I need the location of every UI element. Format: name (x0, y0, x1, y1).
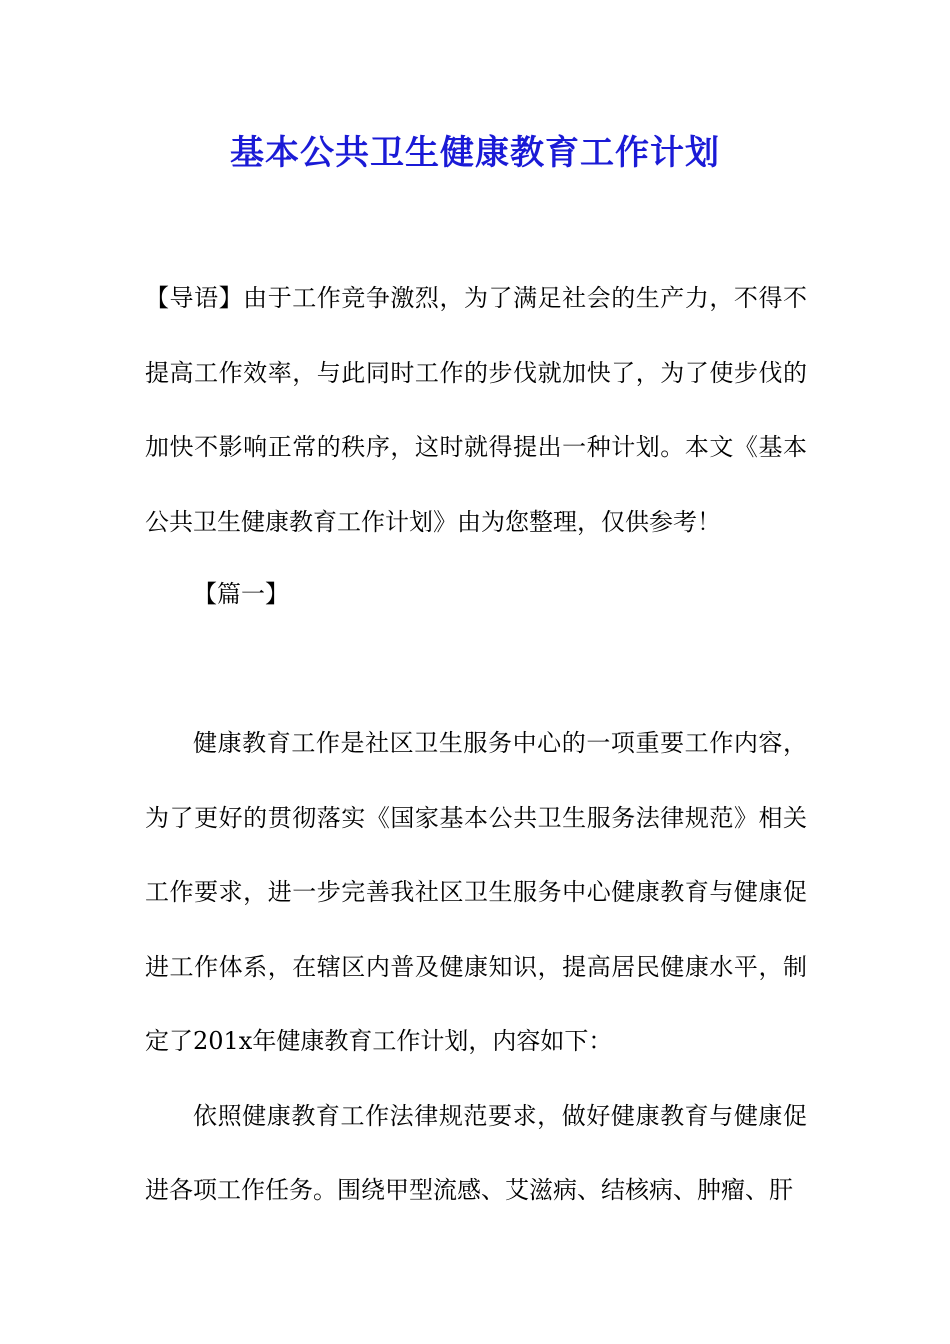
body-paragraph: 健康教育工作是社区卫生服务中心的一项重要工作内容，为了更好的贯彻落实《国家基本公共卫生服务法律规范》相关工作要求，进一步完善我社区卫生服务中心健康教育与健康促进工作体系，在辖区内普及健康知识，提高居民健康水平，制定了201x年健康教育工作计划，内容如下： (145, 729, 807, 1055)
section-heading-block (145, 557, 807, 632)
intro-text: 【导语】由于工作竞争激烈，为了满足社会的生产力，不得不提高工作效率，与此同时工作的步伐就加快了，为了使步伐的加快不影响正常的秩序，这时就得提出一种计划。本文《基本公共卫生健康教育工作计划》由为您整理，仅供参考！ (145, 284, 807, 536)
document-title: 基本公共卫生健康教育工作计划 (230, 133, 720, 173)
body-paragraphs (145, 706, 807, 1228)
section-heading: 【篇一】 (193, 580, 289, 608)
intro-paragraph (145, 261, 807, 559)
body-paragraph: 依照健康教育工作法律规范要求，做好健康教育与健康促进各项工作任务。围绕甲型流感、艾滋病、结核病、肿瘤、肝 (145, 1101, 807, 1204)
